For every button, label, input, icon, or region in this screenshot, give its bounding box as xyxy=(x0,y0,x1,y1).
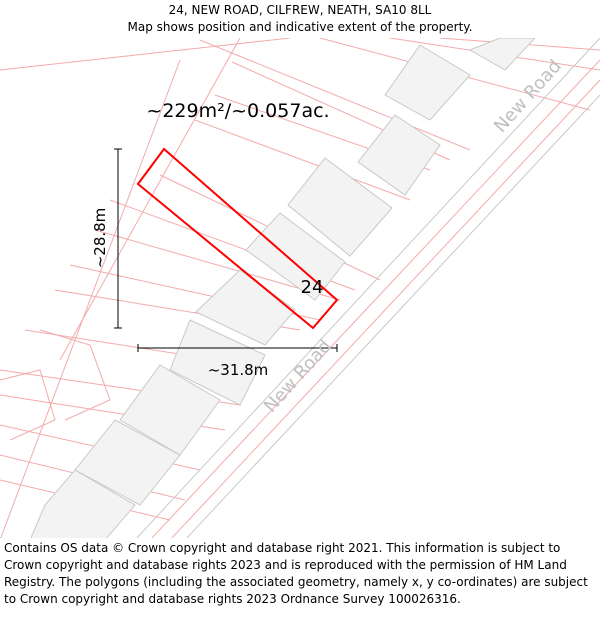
plot-number: 24 xyxy=(300,277,324,298)
area-label: ~229m²/~0.057ac. xyxy=(146,100,330,122)
width-label: ~31.8m xyxy=(207,361,269,379)
map-canvas[interactable] xyxy=(0,38,600,538)
property-address: 24, NEW ROAD, CILFREW, NEATH, SA10 8LL xyxy=(168,3,432,17)
road-label-lower: New Road xyxy=(259,335,336,417)
map-header xyxy=(0,0,600,40)
building xyxy=(385,45,470,120)
height-label: ~28.8m xyxy=(91,207,109,269)
road-label-upper: New Road xyxy=(489,55,566,137)
copyright-notice: Contains OS data © Crown copyright and database right 2021. This information is subject to Crown copyright and database rights 2023 and is reproduced with the permission of HM Land Registry. The polygons (including the associated geometry, namely x, y co-ordinates) are subject to Crown copyright and database rights 2023 Ordnance Survey 100026316. xyxy=(4,541,588,606)
building xyxy=(470,38,535,70)
building xyxy=(358,115,440,195)
map-subtitle: Map shows position and indicative extent of the property. xyxy=(127,20,473,34)
